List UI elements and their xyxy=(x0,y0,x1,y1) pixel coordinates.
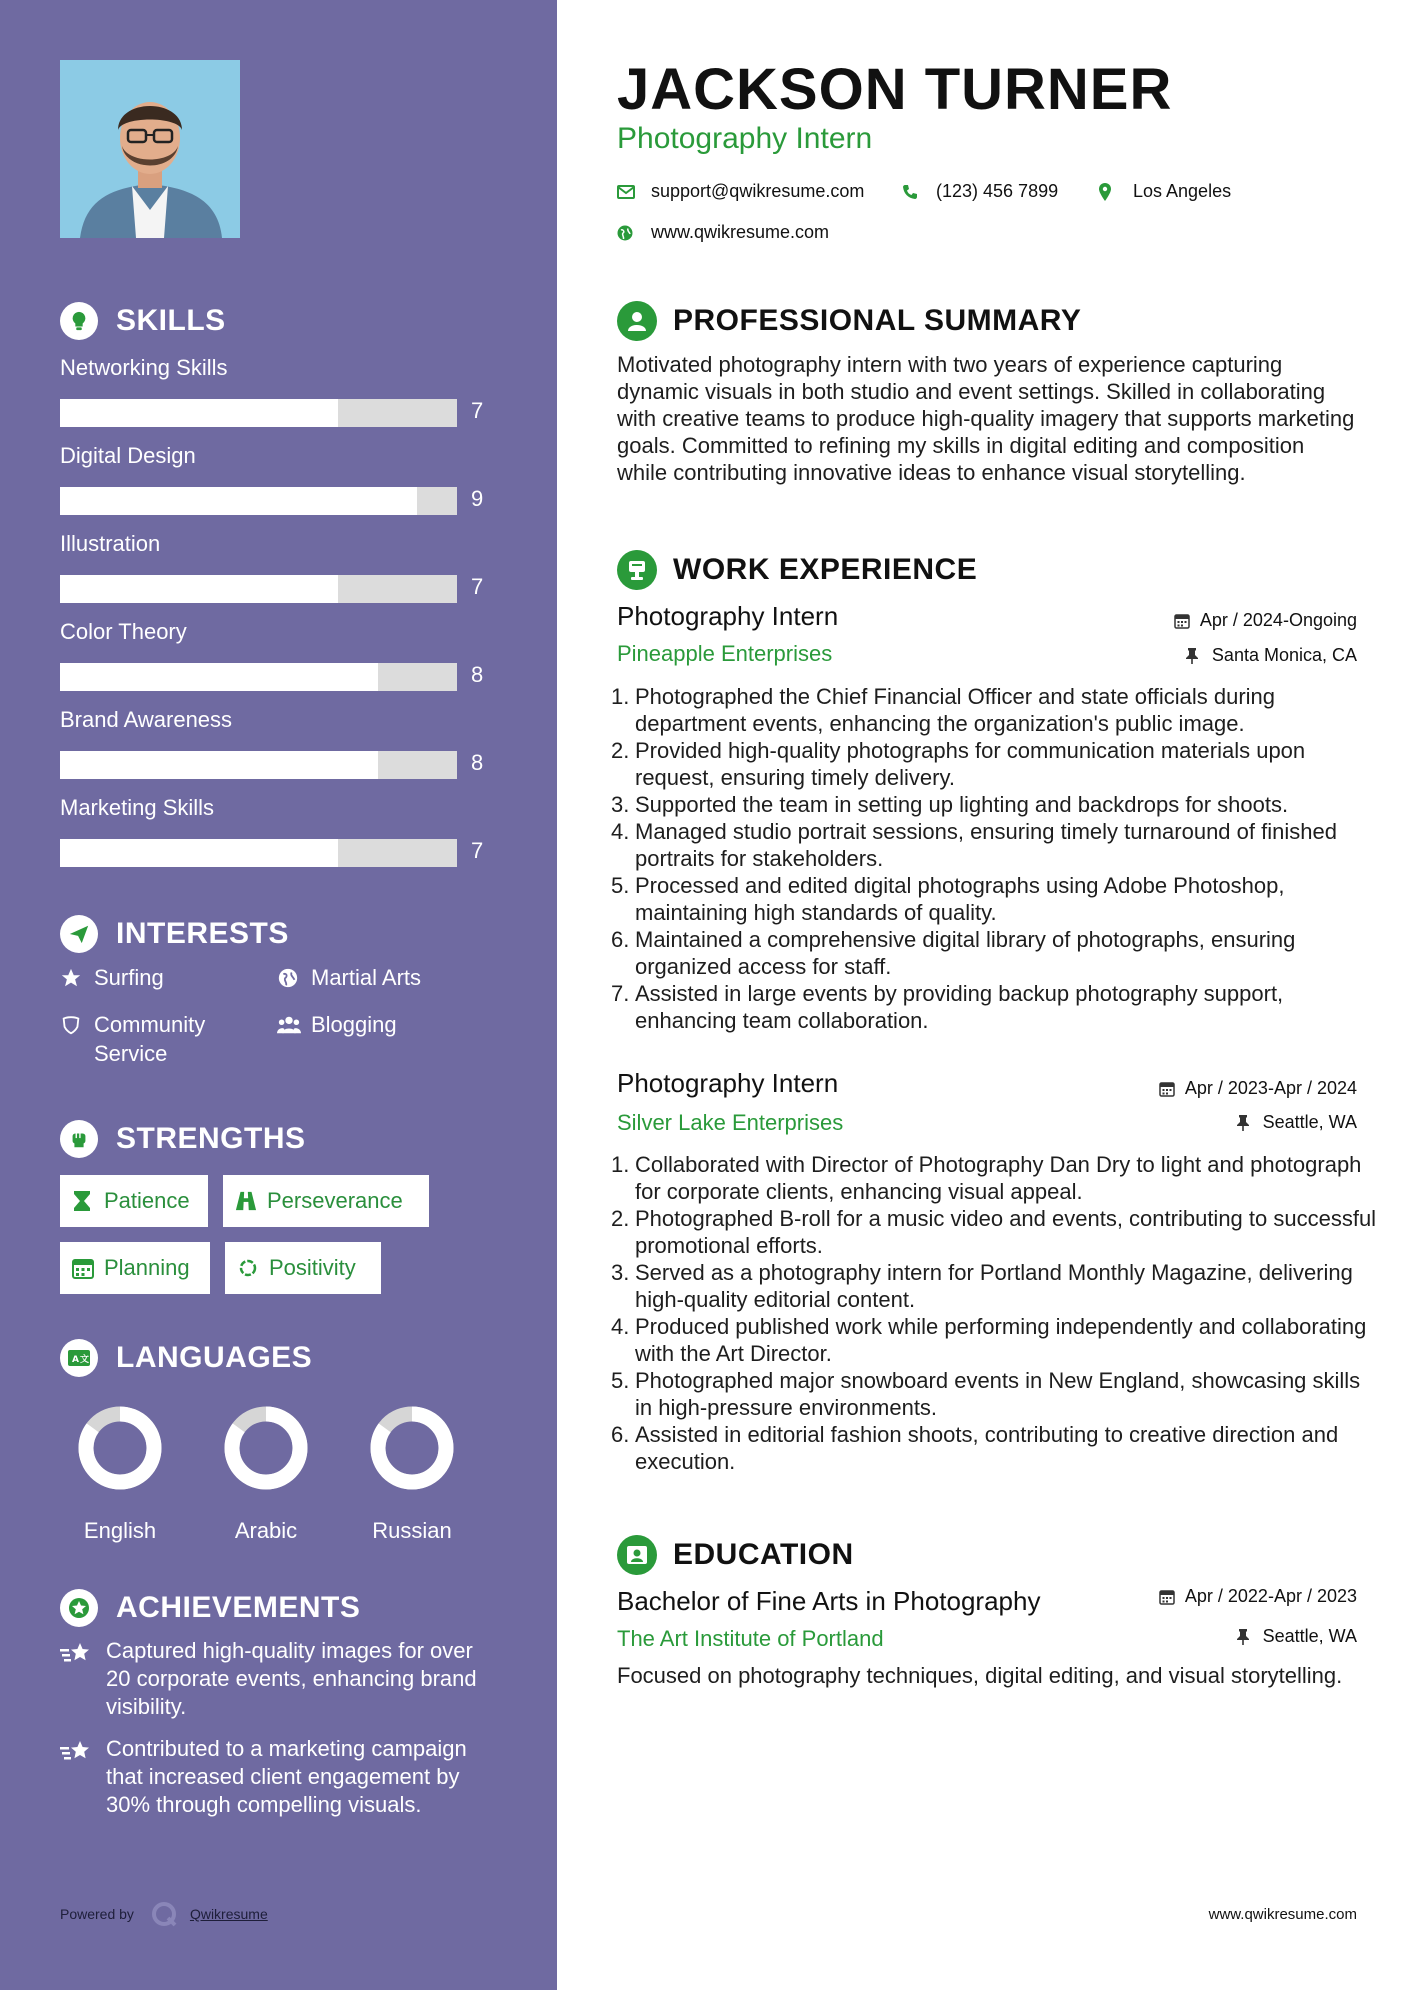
education-description: Focused on photography techniques, digital editing, and visual storytelling. xyxy=(617,1663,1343,1688)
language-item xyxy=(60,1402,180,1543)
language-ring xyxy=(352,1402,472,1502)
skill-level: 8 xyxy=(471,750,484,775)
duty-text: Assisted in editorial fashion shoots, contributing to creative direction and execution. xyxy=(635,1422,1339,1474)
user-icon xyxy=(617,301,657,341)
duty-number: 1. xyxy=(611,1152,630,1177)
phone-icon xyxy=(902,183,920,201)
skill-name: Marketing Skills xyxy=(60,795,215,820)
duty-text: Served as a photography intern for Portland Monthly Magazine, delivering high-quality editorial content. xyxy=(635,1260,1353,1312)
duty-item xyxy=(611,791,1377,818)
skill-name: Networking Skills xyxy=(60,355,228,380)
paper-plane-icon xyxy=(60,915,98,953)
interest-item: Surfing xyxy=(60,963,164,992)
skill-bar-fill xyxy=(60,399,338,427)
duty-text: Processed and edited digital photographs using Adobe Photoshop, maintaining high standards of quality. xyxy=(635,873,1285,925)
candidate-role: Photography Intern xyxy=(617,122,873,155)
education-dates: Apr / 2022-Apr / 2023 xyxy=(1159,1586,1357,1607)
skill-row xyxy=(60,706,500,775)
star-icon xyxy=(60,963,84,992)
skill-name: Illustration xyxy=(60,531,161,556)
duty-number: 3. xyxy=(611,792,630,817)
duty-text: Managed studio portrait sessions, ensuring timely turnaround of finished portraits for stakeholders. xyxy=(635,819,1337,871)
degree-title: Bachelor of Fine Arts in Photography xyxy=(617,1586,1041,1616)
globe-icon xyxy=(277,963,301,992)
contact-website xyxy=(617,222,829,243)
interests-heading: INTERESTS xyxy=(60,914,289,954)
skills-heading: SKILLS xyxy=(60,301,226,341)
calendar-icon xyxy=(1159,1588,1177,1606)
job-duties xyxy=(611,683,1377,1034)
users-icon xyxy=(277,1010,301,1039)
skill-name: Color Theory xyxy=(60,619,187,644)
calendar-icon xyxy=(1159,1080,1177,1098)
hourglass-icon xyxy=(72,1190,94,1212)
duty-text: Produced published work while performing independently and collaborating with the Art Director. xyxy=(635,1314,1367,1366)
job-company: Silver Lake Enterprises xyxy=(617,1110,844,1135)
contact-email xyxy=(617,181,864,202)
pushpin-icon xyxy=(1237,1114,1255,1132)
skill-level: 9 xyxy=(471,486,484,511)
achievements-heading: ACHIEVEMENTS xyxy=(60,1588,360,1628)
shooting-star-icon xyxy=(60,1735,94,1763)
duty-number: 2. xyxy=(611,1206,630,1231)
skill-bar-fill xyxy=(60,751,378,779)
skill-level: 7 xyxy=(471,574,484,599)
skill-row xyxy=(60,794,500,863)
main-content xyxy=(557,0,1407,1990)
skill-name: Brand Awareness xyxy=(60,707,233,732)
languages-heading: A 文 LANGUAGES xyxy=(60,1338,312,1378)
skill-bar xyxy=(60,399,457,427)
duty-number: 2. xyxy=(611,738,630,763)
summary-heading: PROFESSIONAL SUMMARY xyxy=(617,299,1081,343)
map-pin-icon xyxy=(1099,183,1117,201)
email-link[interactable]: support@qwikresume.com xyxy=(651,181,865,201)
duty-item xyxy=(611,1421,1377,1475)
shooting-star-icon xyxy=(60,1637,94,1665)
skill-bar-fill xyxy=(60,487,417,515)
sidebar xyxy=(0,0,557,1990)
footer-url[interactable]: www.qwikresume.com xyxy=(1208,1906,1357,1923)
language-name: English xyxy=(83,1518,157,1543)
strength-chip: Perseverance xyxy=(223,1175,429,1227)
strength-chip: Planning xyxy=(60,1242,210,1294)
interest-item: Martial Arts xyxy=(277,963,421,992)
interest-item: Community Service xyxy=(60,1010,260,1068)
powered-by: Powered by Qwikresume xyxy=(60,1900,268,1928)
duty-number: 4. xyxy=(611,819,630,844)
skill-level: 7 xyxy=(471,838,484,863)
language-name: Russian xyxy=(372,1518,452,1543)
sun-icon xyxy=(237,1257,259,1279)
website-link[interactable]: www.qwikresume.com xyxy=(651,222,830,242)
pushpin-icon xyxy=(1237,1628,1255,1646)
job-title: Photography Intern xyxy=(617,1068,839,1098)
graduate-icon xyxy=(617,1535,657,1575)
duty-text: Collaborated with Director of Photography Dan Dry to light and photograph for corporate clients, enhancing visual appeal. xyxy=(635,1152,1362,1204)
road-icon xyxy=(235,1190,257,1212)
duty-number: 1. xyxy=(611,684,630,709)
duty-number: 4. xyxy=(611,1314,630,1339)
strength-chip: Patience xyxy=(60,1175,208,1227)
duty-text: Assisted in large events by providing backup photography support, enhancing team collaboration. xyxy=(635,981,1284,1033)
summary-text: Motivated photography intern with two years of experience capturing dynamic visuals in both studio and event settings. Skilled in collaborating with creative teams to produce high-quality imagery that supports marketing goals. Committed to refining my skills in digital editing and composition while contributing innovative ideas to enhance visual storytelling. xyxy=(617,352,1355,485)
skill-bar xyxy=(60,663,457,691)
duty-item xyxy=(611,926,1377,980)
job-dates: Apr / 2023-Apr / 2024 xyxy=(1159,1078,1357,1099)
duty-item xyxy=(611,872,1377,926)
svg-text:文: 文 xyxy=(80,1355,90,1365)
job-dates: Apr / 2024-Ongoing xyxy=(1174,610,1357,631)
school-name: The Art Institute of Portland xyxy=(617,1626,884,1651)
fist-icon xyxy=(60,1120,98,1158)
qwikresume-link[interactable]: Qwikresume xyxy=(189,1906,268,1922)
duty-item xyxy=(611,818,1377,872)
duty-item xyxy=(611,1367,1377,1421)
lightbulb-icon xyxy=(60,302,98,340)
duty-number: 6. xyxy=(611,1422,630,1447)
duty-text: Supported the team in setting up lighting and backdrops for shoots. xyxy=(635,792,1289,817)
skill-bar xyxy=(60,575,457,603)
skill-bar-fill xyxy=(60,839,338,867)
duty-item xyxy=(611,1151,1377,1205)
duty-number: 7. xyxy=(611,981,630,1006)
duty-number: 6. xyxy=(611,927,630,952)
job-title: Photography Intern xyxy=(617,601,839,631)
skill-bar-fill xyxy=(60,575,338,603)
duty-number: 3. xyxy=(611,1260,630,1285)
calendar-icon xyxy=(72,1257,94,1279)
skill-row xyxy=(60,530,500,599)
job-company: Pineapple Enterprises xyxy=(617,641,833,666)
duty-number: 5. xyxy=(611,873,630,898)
candidate-name: JACKSON TURNER xyxy=(617,57,1173,122)
duty-item xyxy=(611,683,1377,737)
job-location: Seattle, WA xyxy=(1237,1112,1357,1133)
contact-phone xyxy=(902,181,1058,202)
language-icon xyxy=(60,1339,98,1377)
job-duties xyxy=(611,1151,1377,1475)
skill-row xyxy=(60,354,500,423)
duty-text: Maintained a comprehensive digital library of photographs, ensuring organized access for staff. xyxy=(635,927,1296,979)
skill-row xyxy=(60,442,500,511)
language-item xyxy=(206,1402,326,1543)
skill-name: Digital Design xyxy=(60,443,196,468)
profile-photo xyxy=(60,60,240,238)
education-heading: EDUCATION xyxy=(617,1533,854,1577)
skill-bar-fill xyxy=(60,663,378,691)
achievement-item: Contributed to a marketing campaign that increased client engagement by 30% through compelling visuals. xyxy=(60,1735,500,1819)
language-ring xyxy=(60,1402,180,1502)
calendar-icon xyxy=(1174,612,1192,630)
shield-icon xyxy=(60,1010,84,1039)
duty-item xyxy=(611,737,1377,791)
language-name: Arabic xyxy=(234,1518,298,1543)
language-ring xyxy=(206,1402,326,1502)
duty-item xyxy=(611,1313,1377,1367)
svg-text:A: A xyxy=(72,1355,79,1365)
duty-item xyxy=(611,980,1377,1034)
skill-row xyxy=(60,618,500,687)
skill-level: 7 xyxy=(471,398,484,423)
education-location: Seattle, WA xyxy=(1237,1626,1357,1647)
duty-item xyxy=(611,1259,1377,1313)
envelope-icon xyxy=(617,183,635,201)
language-item xyxy=(352,1402,472,1543)
interest-item: Blogging xyxy=(277,1010,397,1039)
skill-bar xyxy=(60,751,457,779)
skill-bar xyxy=(60,487,457,515)
experience-heading: WORK EXPERIENCE xyxy=(617,548,977,592)
duty-item xyxy=(611,1205,1377,1259)
contact-location: Los Angeles xyxy=(1099,181,1231,202)
job-location: Santa Monica, CA xyxy=(1186,645,1357,666)
qwikresume-logo-icon xyxy=(150,1900,178,1928)
globe-icon xyxy=(617,224,635,242)
strengths-heading: STRENGTHS xyxy=(60,1119,306,1159)
achievement-item: Captured high-quality images for over 20 corporate events, enhancing brand visibility. xyxy=(60,1637,500,1721)
duty-text: Photographed major snowboard events in New England, showcasing skills in high-pressure environments. xyxy=(635,1368,1361,1420)
duty-text: Provided high-quality photographs for communication materials upon request, ensuring timely delivery. xyxy=(635,738,1306,790)
podium-icon xyxy=(617,550,657,590)
award-icon xyxy=(60,1589,98,1627)
strength-chip: Positivity xyxy=(225,1242,381,1294)
skill-bar xyxy=(60,839,457,867)
duty-number: 5. xyxy=(611,1368,630,1393)
phone-number[interactable]: (123) 456 7899 xyxy=(936,181,1059,201)
duty-text: Photographed the Chief Financial Officer and state officials during department events, enhancing the organization's public image. xyxy=(635,684,1276,736)
skill-level: 8 xyxy=(471,662,484,687)
pushpin-icon xyxy=(1186,647,1204,665)
duty-text: Photographed B-roll for a music video and events, contributing to successful promotional efforts. xyxy=(635,1206,1377,1258)
